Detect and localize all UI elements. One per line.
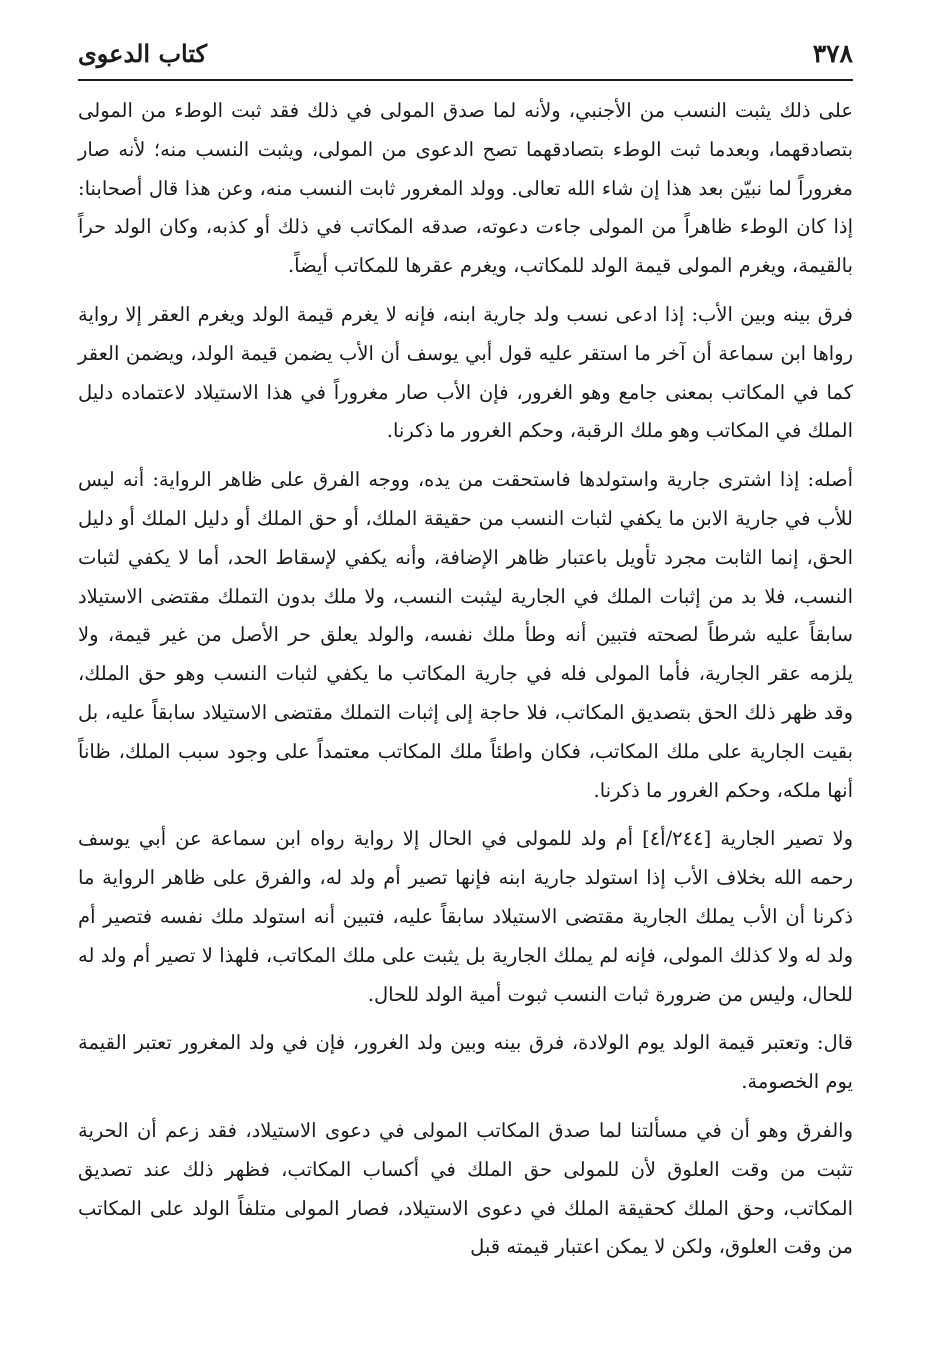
paragraph: قال: وتعتبر قيمة الولد يوم الولادة، فرق بينه وبين ولد الغرور، فإن في ولد المغرور تعتبر القيمة يوم الخصومة. [78, 1031, 853, 1094]
running-header [78, 36, 853, 70]
header-rule [78, 79, 853, 81]
chapter-title: كتاب الدعوى [78, 38, 208, 68]
page-number: ٣٧٨ [812, 38, 853, 68]
paragraph: والفرق وهو أن في مسألتنا لما صدق المكاتب المولى في دعوى الاستيلاد، فقد زعم أن الحرية تثبت من وقت العلوق لأن للمولى حق الملك في أكساب المكاتب، فظهر ذلك عند تصديق المكاتب، وحق الملك كحقيقة الملك في دعوى الاستيلاد، فصار المولى متلفاً الولد على المكاتب من وقت العلوق، ولكن لا يمكن اعتبار قيمته قبل [78, 1118, 853, 1259]
paragraph: فرق بينه وبين الأب: إذا ادعى نسب ولد جارية ابنه، فإنه لا يغرم قيمة الولد ويغرم العقر إلا رواية رواها ابن سماعة أن آخر ما استقر عليه قول أبي يوسف أن الأب يضمن قيمة الولد، ويضمن العقر كما في المكاتب بمعنى جامع وهو الغرور، فإن الأب صار مغروراً في هذا الاستيلاد لاعتماده دليل الملك في المكاتب وهو ملك الرقبة، وحكم الغرور ما ذكرنا. [78, 302, 853, 443]
paragraph: على ذلك يثبت النسب من الأجنبي، ولأنه لما صدق المولى في ذلك فقد ثبت الوطء من المولى بتصادقهما، وبعدما ثبت الوطء بتصادقهما تصح الدعوى من المولى، ويثبت النسب منه؛ لأنه صار مغروراً لما نبيّن بعد هذا إن شاء الله تعالى. وولد المغرور ثابت النسب منه، وعن هذا قال أصحابنا: إذا كان الوطء ظاهراً من المولى جاءت دعوته، صدقه المكاتب في ذلك أو كذبه، وكان الولد حراً بالقيمة، ويغرم المولى قيمة الولد للمكاتب، ويغرم عقرها للمكاتب أيضاً. [78, 99, 853, 278]
body-text [78, 92, 853, 1277]
paragraph: ولا تصير الجارية [٢٤٤/أ٤] أم ولد للمولى في الحال إلا رواية رواه ابن سماعة عن أبي يوسف رحمه الله بخلاف الأب إذا استولد جارية ابنه فإنها تصير أم ولد له، والفرق على ظاهر الرواية ما ذكرنا أن الأب يملك الجارية مقتضى الاستيلاد سابقاً عليه، فتبين أنه استولد ملك نفسه فتصير أم ولد له ولا كذلك المولى، فإنه لم يملك الجارية بل يثبت على ملك المكاتب، فلهذا لا تصير أم ولد له للحال، وليس من ضرورة ثبات النسب ثبوت أمية الولد للحال. [78, 827, 853, 1006]
paragraph: أصله: إذا اشترى جارية واستولدها فاستحقت من يده، ووجه الفرق على ظاهر الرواية: أنه ليس للأب في جارية الابن ما يكفي لثبات النسب من حقيقة الملك، أو حق الملك أو دليل الملك أو دليل الحق، إنما الثابت مجرد تأويل باعتبار ظاهر الإضافة، وأنه يكفي لإسقاط الحد، أما لا يكفي لثبات النسب، فلا بد من إثبات الملك في الجارية ليثبت النسب، ولا ملك بدون التملك مقتضى الاستيلاد سابقاً عليه شرطاً لصحته فتبين أنه وطأ ملك نفسه، والولد يعلق حر الأصل من غير قيمة، ولا يلزمه عقر الجارية، فأما المولى فله في جارية المكاتب ما يكفي لثبات النسب وهو حق الملك، وقد ظهر ذلك الحق بتصديق المكاتب، فلا حاجة إلى إثبات التملك مقتضى الاستيلاد سابقاً عليه، بل بقيت الجارية على ملك المكاتب، فكان واطئاً ملك المكاتب معتمداً على وجود سبب الملك، ظاناً أنها ملكه، وحكم الغرور ما ذكرنا. [78, 468, 853, 802]
